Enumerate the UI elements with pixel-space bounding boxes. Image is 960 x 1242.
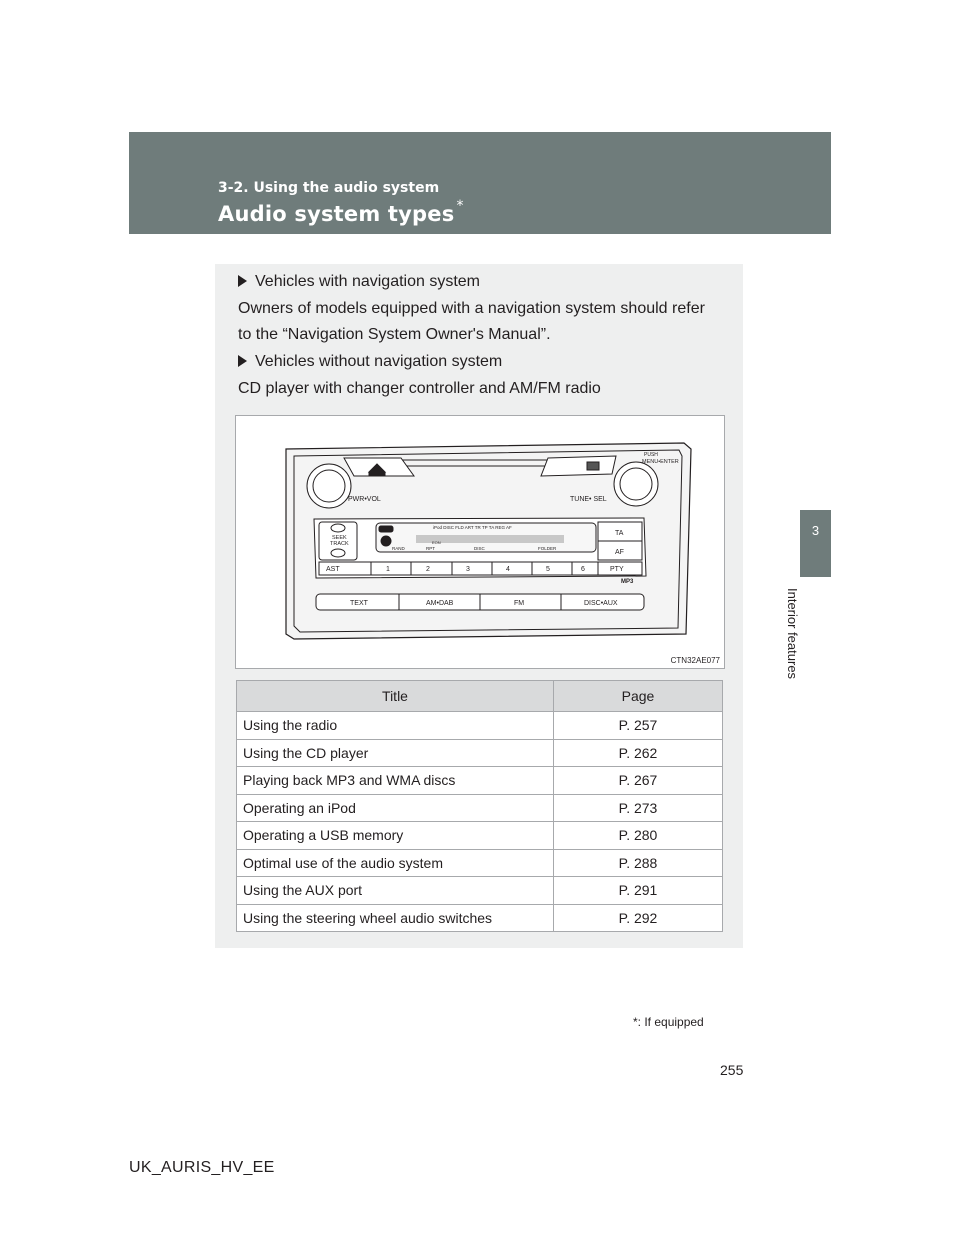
row-page-link[interactable]: P. 262	[554, 739, 723, 767]
row-title: Using the CD player	[237, 739, 554, 767]
af-label: AF	[615, 549, 624, 556]
table-row	[237, 794, 723, 822]
row-title: Optimal use of the audio system	[237, 849, 554, 877]
row-page-link[interactable]: P. 257	[554, 712, 723, 740]
nav-text-line-2: to the “Navigation System Owner's Manual”.	[238, 326, 551, 343]
preset-5-label: 5	[546, 566, 550, 573]
reference-table	[236, 680, 723, 932]
display-rand-label: RAND	[392, 546, 405, 551]
figure-code: CTN32AE077	[670, 656, 720, 665]
preset-2-label: 2	[426, 566, 430, 573]
audio-unit-figure	[235, 415, 725, 669]
ta-label: TA	[615, 530, 624, 537]
table-header-page: Page	[554, 681, 723, 712]
row-page-link[interactable]: P. 292	[554, 904, 723, 932]
seek-label: SEEK	[332, 535, 347, 541]
row-title: Operating a USB memory	[237, 822, 554, 850]
track-label: TRACK	[330, 541, 349, 547]
page-number: 255	[720, 1062, 744, 1078]
row-title: Using the AUX port	[237, 877, 554, 905]
page-title	[218, 198, 464, 226]
equipped-mark: *	[456, 198, 464, 214]
audio-unit-illustration	[236, 416, 724, 668]
no-nav-heading	[238, 353, 502, 371]
text-button-label: TEXT	[350, 600, 368, 607]
pwr-vol-label: PWR•VOL	[348, 496, 381, 503]
chapter-tab-label: Interior features	[785, 588, 800, 680]
preset-3-label: 3	[466, 566, 470, 573]
row-page-link[interactable]: P. 267	[554, 767, 723, 795]
no-nav-text: CD player with changer controller and AM/FM radio	[238, 380, 601, 397]
row-page-link[interactable]: P. 280	[554, 822, 723, 850]
table-row	[237, 877, 723, 905]
nav-heading-text: Vehicles with navigation system	[255, 273, 480, 290]
am-dab-button-label: AM•DAB	[426, 600, 454, 607]
footnote: *: If equipped	[633, 1015, 704, 1029]
row-title: Playing back MP3 and WMA discs	[237, 767, 554, 795]
tune-sel-label: TUNE• SEL	[570, 496, 607, 503]
row-page-link[interactable]: P. 273	[554, 794, 723, 822]
no-nav-heading-text: Vehicles without navigation system	[255, 353, 503, 370]
page-title-text: Audio system types	[218, 202, 455, 226]
mp3-label: MP3	[621, 579, 634, 585]
display-folder-label: FOLDER	[538, 546, 557, 551]
menu-enter-label: MENU•ENTER	[642, 459, 679, 465]
push-label: PUSH	[644, 452, 658, 458]
document-code: UK_AURIS_HV_EE	[129, 1159, 275, 1176]
fm-button-label: FM	[514, 600, 525, 607]
table-row	[237, 739, 723, 767]
row-title: Operating an iPod	[237, 794, 554, 822]
chapter-tab[interactable]: 3	[800, 510, 831, 577]
table-header-row	[237, 681, 723, 712]
display-disc-label: DISC	[474, 546, 485, 551]
nav-heading	[238, 273, 480, 291]
row-title: Using the steering wheel audio switches	[237, 904, 554, 932]
row-page-link[interactable]: P. 291	[554, 877, 723, 905]
disc-aux-button-label: DISC•AUX	[584, 600, 618, 607]
table-row	[237, 904, 723, 932]
nav-text-line-1: Owners of models equipped with a navigation system should refer	[238, 300, 705, 317]
table-row	[237, 712, 723, 740]
table-row	[237, 767, 723, 795]
preset-4-label: 4	[506, 566, 510, 573]
display-rpt-label: RPT	[426, 546, 435, 551]
preset-1-label: 1	[386, 566, 390, 573]
display-eon-label: EON	[432, 540, 441, 545]
pty-label: PTY	[610, 566, 624, 573]
row-title: Using the radio	[237, 712, 554, 740]
table-header-title: Title	[237, 681, 554, 712]
row-page-link[interactable]: P. 288	[554, 849, 723, 877]
table-row	[237, 822, 723, 850]
ast-label: AST	[326, 566, 340, 573]
section-label: 3-2. Using the audio system	[218, 180, 440, 196]
display-top-label: iPod DISC FLD ART TR TP TA REG AF	[433, 525, 512, 530]
table-row	[237, 849, 723, 877]
preset-6-label: 6	[581, 566, 585, 573]
